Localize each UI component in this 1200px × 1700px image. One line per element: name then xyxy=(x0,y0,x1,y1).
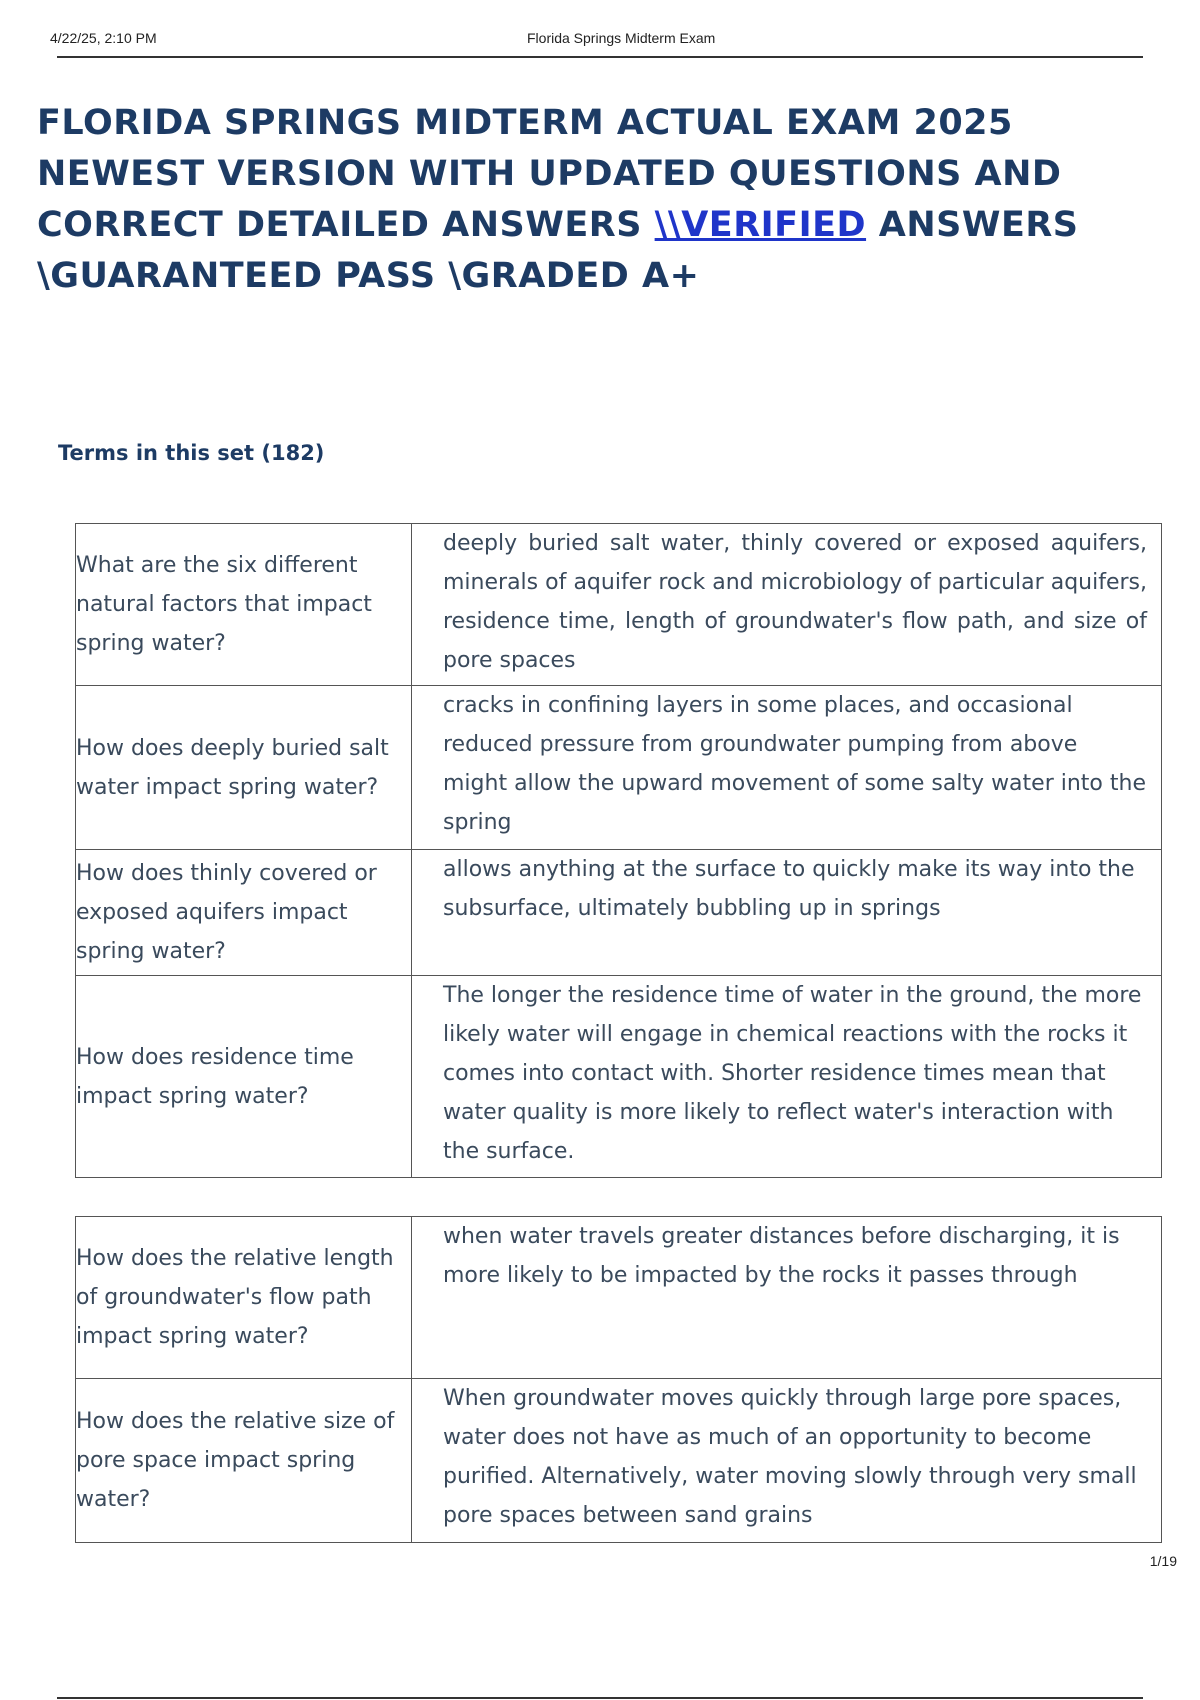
table-row xyxy=(76,850,1162,976)
term-question: What are the six different natural factors that impact spring water? xyxy=(76,524,412,686)
term-answer: When groundwater moves quickly through large pore spaces, water does not have as much of an opportunity to become purified. Alternatively, water moving slowly through very small pore spaces between sand grains xyxy=(412,1379,1162,1543)
term-question: How does the relative size of pore space impact spring water? xyxy=(76,1379,412,1543)
term-answer: The longer the residence time of water in the ground, the more likely water will engage in chemical reactions with the rocks it comes into contact with. Shorter residence times mean that water quality is more likely to reflect water's interaction with the surface. xyxy=(412,976,1162,1178)
table-row xyxy=(76,524,1162,686)
term-answer: deeply buried salt water, thinly covered or exposed aquifers, minerals of aquifer rock and microbiology of particular aquifers, residence time, length of groundwater's flow path, and size of pore spaces xyxy=(412,524,1162,686)
terms-table-1 xyxy=(75,523,1162,1178)
term-answer: allows anything at the surface to quickly make its way into the subsurface, ultimately bubbling up in springs xyxy=(412,850,1162,976)
terms-table-2 xyxy=(75,1216,1162,1543)
table-row xyxy=(76,1379,1162,1543)
document-title xyxy=(37,98,1157,302)
term-answer: when water travels greater distances before discharging, it is more likely to be impacted by the rocks it passes through xyxy=(412,1217,1162,1379)
term-question: How does deeply buried salt water impact spring water? xyxy=(76,686,412,850)
print-date: 4/22/25, 2:10 PM xyxy=(50,30,157,46)
verified-link[interactable]: \\VERIFIED xyxy=(654,205,867,245)
table-row xyxy=(76,976,1162,1178)
term-question: How does the relative length of groundwater's flow path impact spring water? xyxy=(76,1217,412,1379)
page-number: 1/19 xyxy=(1149,1553,1177,1569)
footer-divider xyxy=(57,1697,1143,1699)
title-text-part1: FLORIDA SPRINGS MIDTERM ACTUAL EXAM 2025 NEWEST VERSION WITH UPDATED QUESTIONS AND CORRECT DETAILED ANSWERS xyxy=(37,103,1062,245)
page-header xyxy=(50,28,1143,58)
term-question: How does residence time impact spring water? xyxy=(76,976,412,1178)
terms-count-label: Terms in this set (182) xyxy=(58,441,325,465)
term-question: How does thinly covered or exposed aquifers impact spring water? xyxy=(76,850,412,976)
table-row xyxy=(76,686,1162,850)
table-row xyxy=(76,1217,1162,1379)
term-answer: cracks in confining layers in some places, and occasional reduced pressure from groundwater pumping from above might allow the upward movement of some salty water into the spring xyxy=(412,686,1162,850)
print-doc-title: Florida Springs Midterm Exam xyxy=(527,30,716,46)
title-text-part2: ANSWERS \GUARANTEED PASS \GRADED A+ xyxy=(37,205,1079,296)
